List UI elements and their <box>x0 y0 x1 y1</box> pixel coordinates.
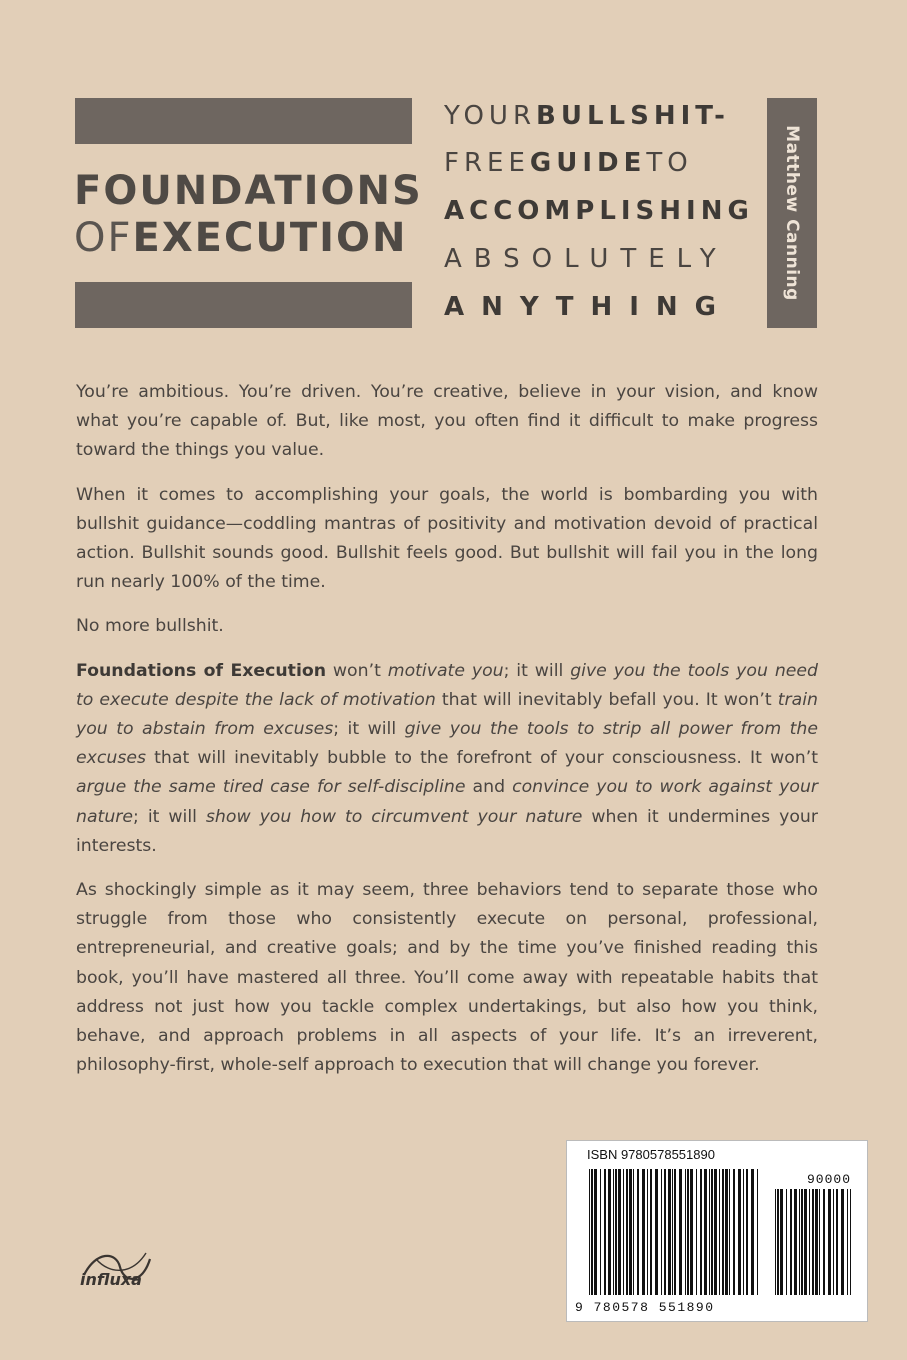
tag-word-bold: ANYTHING <box>444 292 733 322</box>
italic-span: argue the same tired case for self-discipline <box>76 777 466 798</box>
barcode-stripe <box>729 1169 730 1295</box>
barcode-stripe <box>600 1169 601 1295</box>
italic-span: train you to abstain from excuses <box>76 689 819 740</box>
barcode-digits: 9 780578 551890 <box>575 1300 715 1315</box>
barcode-stripe <box>679 1169 682 1295</box>
title-execution: EXECUTION <box>132 215 408 261</box>
tag-word: YOUR <box>444 101 537 131</box>
barcode-stripe <box>775 1189 776 1295</box>
italic-span: convince you to work against your nature <box>76 777 818 827</box>
text-span: won’t <box>326 660 388 681</box>
barcode-stripe <box>841 1189 844 1295</box>
barcode-stripe <box>757 1169 758 1295</box>
barcode-stripe <box>812 1189 814 1295</box>
barcode-stripe <box>629 1169 632 1295</box>
price-code: 90000 <box>806 1172 851 1187</box>
barcode-stripe <box>751 1169 754 1295</box>
barcode-stripe <box>618 1169 621 1295</box>
barcode-stripe <box>690 1169 693 1295</box>
barcode-stripe <box>847 1189 848 1295</box>
barcode-stripe <box>711 1169 713 1295</box>
italic-span: give you the tools to strip all power from the excuses <box>76 719 818 769</box>
text-span: and <box>465 777 513 798</box>
barcode-stripe <box>626 1169 628 1295</box>
tagline-line-2 <box>444 150 734 176</box>
barcode-box <box>566 1140 868 1322</box>
barcode-stripe <box>815 1189 818 1295</box>
text-span: ; it will <box>133 806 206 827</box>
barcode-stripe <box>674 1169 676 1295</box>
barcode-stripe <box>722 1169 724 1295</box>
barcode-stripe <box>799 1189 800 1295</box>
barcode-stripe <box>804 1189 807 1295</box>
isbn-barcode-icon <box>589 1169 759 1295</box>
barcode-stripe <box>819 1189 820 1295</box>
barcode-stripe <box>738 1169 741 1295</box>
author-name: Matthew Canning <box>782 125 802 301</box>
blurb-paragraph-1: You’re ambitious. You’re driven. You’re creative, believe in your vision, and know what you’re capable of. But, like most, you often find it difficult to make progress toward the things you value. <box>76 382 818 461</box>
barcode-stripe <box>790 1189 792 1295</box>
italic-span: show you how to circumvent your nature <box>205 806 583 827</box>
barcode-stripe <box>642 1169 645 1295</box>
barcode-stripe <box>801 1189 803 1295</box>
barcode-stripe <box>664 1169 666 1295</box>
blurb-paragraph-3: No more bullshit. <box>76 616 224 637</box>
barcode-stripe <box>650 1169 652 1295</box>
barcode-stripe <box>823 1189 825 1295</box>
italic-span: motivate you <box>387 660 504 681</box>
tag-word-bold: GUIDE <box>529 148 647 178</box>
barcode-stripe <box>833 1189 834 1295</box>
tagline-line-1 <box>444 103 734 129</box>
bottom-bar <box>75 282 412 328</box>
blurb-paragraph-2: When it comes to accomplishing your goals, the world is bombarding you with bullshit guidance—coddling mantras of positivity and motivation devoid of practical action. Bullshit sounds good. Bullshit feels good. But bullshit will fail you in the long run nearly 100% of the time. <box>76 484 818 593</box>
barcode-stripe <box>685 1169 686 1295</box>
barcode-stripe <box>613 1169 614 1295</box>
barcode-stripe <box>608 1169 611 1295</box>
barcode-stripe <box>637 1169 639 1295</box>
barcode-stripe <box>687 1169 689 1295</box>
barcode-stripe <box>743 1169 744 1295</box>
tagline-line-3 <box>444 196 754 226</box>
barcode-stripe <box>733 1169 735 1295</box>
barcode-stripe <box>594 1169 597 1295</box>
back-cover-blurb <box>76 378 818 1095</box>
tag-word: TO <box>646 148 693 178</box>
barcode-stripe <box>615 1169 617 1295</box>
tag-word: FREE <box>444 148 530 178</box>
barcode-stripe <box>623 1169 624 1295</box>
price-barcode-icon <box>775 1189 851 1295</box>
barcode-stripe <box>714 1169 717 1295</box>
barcode-stripe <box>725 1169 728 1295</box>
barcode-stripe <box>591 1169 593 1295</box>
barcode-stripe <box>589 1169 590 1295</box>
barcode-stripe <box>672 1169 673 1295</box>
barcode-stripe <box>746 1169 748 1295</box>
barcode-stripe <box>719 1169 720 1295</box>
blurb-paragraph-5: As shockingly simple as it may seem, three behaviors tend to separate those who struggle from those who consistently execute on personal, professional, entrepreneurial, and creative goals; and by the time you’ve finished reading this book, you’ll have mastered all three. You’ll come away with repeatable habits that address not just how you tackle complex undertakings, but also how you think, behave, and approach problems in all aspects of your life. It’s an irreverent, philosophy-first, whole-self approach to execution that will change you forever. <box>76 880 818 1076</box>
publisher-name: influxa <box>80 1270 142 1289</box>
barcode-stripe <box>647 1169 648 1295</box>
tagline-line-4 <box>444 246 734 272</box>
text-span: ; it will <box>333 719 405 740</box>
tag-word: ABSOLUTELY <box>444 244 728 274</box>
isbn-label: ISBN 9780578551890 <box>587 1147 715 1162</box>
barcode-stripe <box>655 1169 658 1295</box>
barcode-stripe <box>661 1169 662 1295</box>
barcode-stripe <box>786 1189 787 1295</box>
barcode-stripe <box>780 1189 783 1295</box>
barcode-stripe <box>850 1189 851 1295</box>
barcode-stripe <box>700 1169 702 1295</box>
top-bar <box>75 98 412 144</box>
italic-span: give you the tools you need to execute despite the lack of motivation <box>76 660 819 710</box>
blurb-paragraph-4 <box>76 657 818 861</box>
title-of: OF <box>74 215 133 261</box>
title-line-2 <box>74 215 414 261</box>
barcode-stripe <box>604 1169 606 1295</box>
tag-word-bold: BULLSHIT- <box>536 101 730 131</box>
tag-word-bold: ACCOMPLISHING <box>444 196 754 226</box>
barcode-stripe <box>809 1189 810 1295</box>
barcode-stripe <box>704 1169 707 1295</box>
text-span: when it undermines your interests. <box>76 806 818 856</box>
text-span: that will inevitably befall you. It won’t <box>435 689 778 710</box>
tagline-line-5 <box>444 294 734 320</box>
barcode-stripe <box>668 1169 671 1295</box>
barcode-stripe <box>828 1189 831 1295</box>
barcode-stripe <box>633 1169 634 1295</box>
text-span: that will inevitably bubble to the forefront of your consciousness. It won’t <box>145 748 818 769</box>
title-line-1: FOUNDATIONS <box>74 168 423 214</box>
text-span: ; it will <box>503 660 571 681</box>
barcode-stripe <box>709 1169 710 1295</box>
barcode-stripe <box>836 1189 838 1295</box>
barcode-stripe <box>794 1189 797 1295</box>
book-title-inline: Foundations of Execution <box>76 660 327 681</box>
barcode-stripe <box>777 1189 779 1295</box>
barcode-stripe <box>696 1169 697 1295</box>
